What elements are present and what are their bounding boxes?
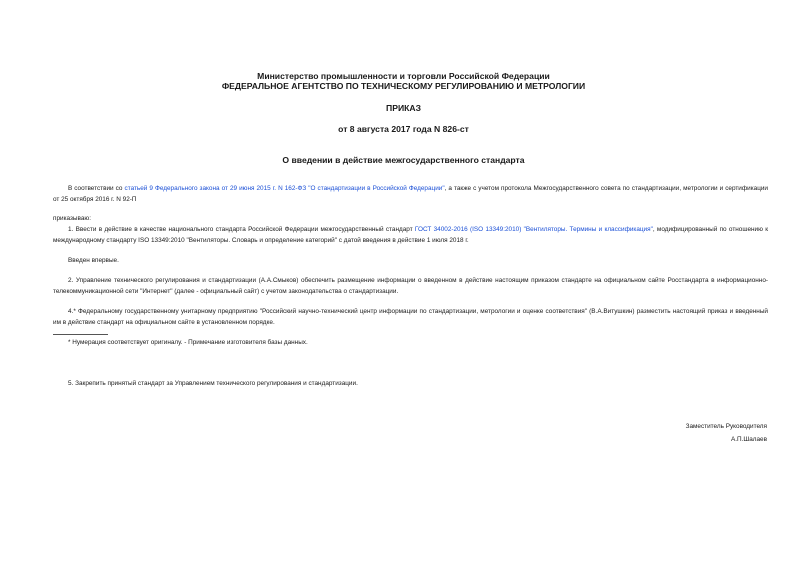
preamble-paragraph	[53, 183, 768, 205]
item2-paragraph: 2. Управление технического регулирования и стандартизации (А.А.Смыков) обеспечить размещение информации о введенном в действие настоящим приказом стандарте на официальном сайте Росстандарта в информационно-телекоммуникационной сети "Интернет" (далее - официальный сайт) с учетом законодательства о стандартизации.	[53, 277, 768, 295]
document-date: от 8 августа 2017 года N 826-ст	[338, 124, 469, 134]
item1-prefix: 1. Ввести в действие в качестве национального стандарта Российской Федерации межгосударственный стандарт	[68, 226, 415, 233]
ministry-title: Министерство промышленности и торговли Российской Федерации	[257, 71, 550, 81]
document-subject: О введении в действие межгосударственного стандарта	[282, 155, 525, 165]
document-type: ПРИКАЗ	[386, 103, 421, 113]
law-link[interactable]: статьей 9 Федерального закона от 29 июня 2015 г. N 162-ФЗ "О стандартизации в Российской Федерации"	[124, 185, 445, 192]
item1-paragraph	[53, 224, 768, 246]
preamble-intro: В соответствии со	[68, 185, 125, 192]
preamble-rest: , а также с учетом протокола Межгосударственного совета по стандартизации, метрологии и сертификации от 25 октября 2016 г. N 92-П	[53, 185, 768, 203]
footnote-separator	[53, 334, 108, 335]
signature-name: А.П.Шалаев	[730, 436, 767, 443]
signature-position: Заместитель Руководителя	[685, 423, 767, 430]
gost-link[interactable]: ГОСТ 34002-2016 (ISO 13349:2010) "Вентиляторы. Термины и классификация"	[414, 226, 653, 233]
item4-paragraph: 4.* Федеральному государственному унитарному предприятию "Российский научно-технический центр информации по стандартизации, метрологии и оценке соответствия" (В.А.Витушкин) разместить настоящий приказ и введенный им в действие стандарт на официальном сайте в установленном порядке.	[53, 308, 768, 326]
item1-suffix: , модифицированный по отношению к международному стандарту ISO 13349:2010 "Вентиляторы. Словарь и определение категорий" с датой введения в действие 1 июля 2018 г.	[53, 226, 768, 244]
order-word: приказываю:	[53, 215, 91, 222]
first-intro-note: Введен впервые.	[68, 257, 119, 264]
item5-paragraph: 5. Закрепить принятый стандарт за Управлением технического регулирования и стандартизации.	[68, 380, 358, 387]
agency-title: ФЕДЕРАЛЬНОЕ АГЕНТСТВО ПО ТЕХНИЧЕСКОМУ РЕГУЛИРОВАНИЮ И МЕТРОЛОГИИ	[221, 81, 586, 91]
footnote: * Нумерация соответствует оригиналу. - Примечание изготовителя базы данных.	[68, 339, 308, 346]
